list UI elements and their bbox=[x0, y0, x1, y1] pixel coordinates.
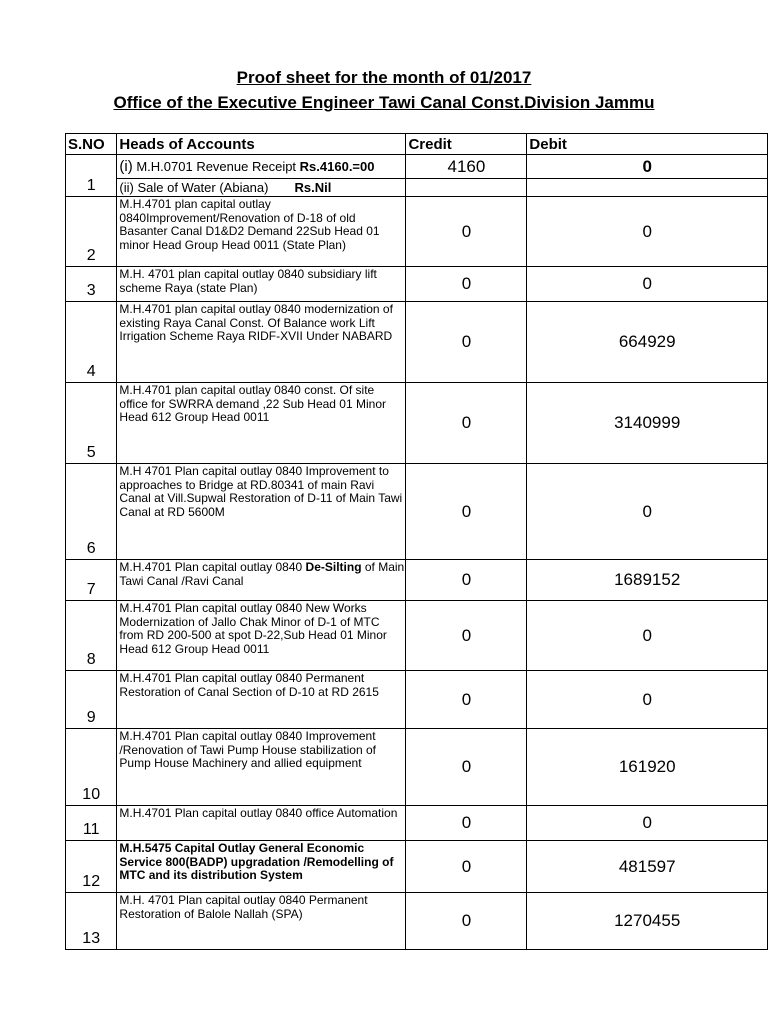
head-cell: M.H.4701 plan capital outlay 0840 const. Of site office for SWRRA demand ,22 Sub Head 01 Minor Head 612 Group Head 0011 bbox=[117, 383, 406, 464]
debit-cell: 0 bbox=[527, 267, 768, 302]
accounts-table bbox=[65, 133, 768, 950]
credit-cell: 0 bbox=[406, 197, 527, 267]
col-credit: Credit bbox=[406, 134, 527, 155]
sno-cell: 2 bbox=[66, 197, 117, 267]
table-row bbox=[66, 267, 768, 302]
debit-cell: 3140999 bbox=[527, 383, 768, 464]
head-cell: M.H.4701 Plan capital outlay 0840 office Automation bbox=[117, 806, 406, 841]
table-row bbox=[66, 383, 768, 464]
sno-cell: 10 bbox=[66, 729, 117, 806]
credit-cell: 0 bbox=[406, 893, 527, 950]
sno-cell: 12 bbox=[66, 841, 117, 893]
table-row bbox=[66, 841, 768, 893]
credit-cell: 0 bbox=[406, 729, 527, 806]
page-title: Proof sheet for the month of 01/2017 bbox=[236, 68, 532, 87]
credit-cell-empty bbox=[406, 179, 527, 197]
head-cell: M.H.4701 Plan capital outlay 0840 Improvement /Renovation of Tawi Pump House stabilization of Pump House Machinery and allied equipment bbox=[117, 729, 406, 806]
header-row bbox=[66, 134, 768, 155]
debit-cell: 0 bbox=[527, 197, 768, 267]
table-row bbox=[66, 155, 768, 179]
sno-cell: 6 bbox=[66, 464, 117, 560]
sno-cell: 4 bbox=[66, 302, 117, 383]
table-row bbox=[66, 806, 768, 841]
table-row bbox=[66, 893, 768, 950]
credit-cell: 0 bbox=[406, 267, 527, 302]
head-cell: (i) M.H.0701 Revenue Receipt Rs.4160.=00 bbox=[117, 155, 406, 179]
head-cell: M.H.4701 Plan capital outlay 0840 De-Silting of Main Tawi Canal /Ravi Canal bbox=[117, 560, 406, 601]
table-row bbox=[66, 302, 768, 383]
table-row bbox=[66, 560, 768, 601]
debit-cell-empty bbox=[527, 179, 768, 197]
head-cell: M.H.4701 Plan capital outlay 0840 New Works Modernization of Jallo Chak Minor of D-1 of MTC from RD 200-500 at spot D-22,Sub Head 01 Minor Head 612 Group Head 0011 bbox=[117, 601, 406, 671]
debit-cell: 1689152 bbox=[527, 560, 768, 601]
debit-cell: 0 bbox=[527, 155, 768, 179]
head-cell: M.H.4701 plan capital outlay 0840Improvement/Renovation of D-18 of old Basanter Canal D1&D2 Demand 22Sub Head 01 minor Head Group Head 0011 (State Plan) bbox=[117, 197, 406, 267]
credit-cell: 0 bbox=[406, 383, 527, 464]
debit-cell: 0 bbox=[527, 601, 768, 671]
debit-cell: 481597 bbox=[527, 841, 768, 893]
debit-cell: 0 bbox=[527, 464, 768, 560]
head-cell: M.H. 4701 plan capital outlay 0840 subsidiary lift scheme Raya (state Plan) bbox=[117, 267, 406, 302]
credit-cell: 0 bbox=[406, 841, 527, 893]
head-cell: M.H.5475 Capital Outlay General Economic Service 800(BADP) upgradation /Remodelling of MTC and its distribution System bbox=[117, 841, 406, 893]
credit-cell: 0 bbox=[406, 464, 527, 560]
head-cell: (ii) Sale of Water (Abiana) Rs.Nil bbox=[117, 179, 406, 197]
table-row bbox=[66, 197, 768, 267]
debit-cell: 0 bbox=[527, 806, 768, 841]
credit-cell: 0 bbox=[406, 601, 527, 671]
debit-cell: 664929 bbox=[527, 302, 768, 383]
credit-cell: 0 bbox=[406, 671, 527, 729]
head-cell: M.H.4701 plan capital outlay 0840 modernization of existing Raya Canal Const. Of Balance work Lift Irrigation Scheme Raya RIDF-XVII Under NABARD bbox=[117, 302, 406, 383]
table-row bbox=[66, 729, 768, 806]
sno-cell: 5 bbox=[66, 383, 117, 464]
table-row bbox=[66, 464, 768, 560]
page-subtitle: Office of the Executive Engineer Tawi Canal Const.Division Jammu bbox=[113, 93, 655, 112]
sno-cell: 7 bbox=[66, 560, 117, 601]
col-debit: Debit bbox=[527, 134, 768, 155]
col-heads: Heads of Accounts bbox=[117, 134, 406, 155]
debit-cell: 1270455 bbox=[527, 893, 768, 950]
debit-cell: 0 bbox=[527, 671, 768, 729]
sno-cell: 3 bbox=[66, 267, 117, 302]
credit-cell: 0 bbox=[406, 560, 527, 601]
credit-cell: 0 bbox=[406, 806, 527, 841]
credit-cell: 4160 bbox=[406, 155, 527, 179]
col-sno: S.NO bbox=[66, 134, 117, 155]
head-cell: M.H 4701 Plan capital outlay 0840 Improvement to approaches to Bridge at RD.80341 of main Ravi Canal at Vill.Supwal Restoration of D-11 of Main Tawi Canal at RD 5600M bbox=[117, 464, 406, 560]
table-row bbox=[66, 671, 768, 729]
sno-cell: 8 bbox=[66, 601, 117, 671]
sno-cell: 1 bbox=[66, 155, 117, 197]
table-row bbox=[66, 601, 768, 671]
table-row bbox=[66, 179, 768, 197]
sno-cell: 9 bbox=[66, 671, 117, 729]
head-cell: M.H. 4701 Plan capital outlay 0840 Permanent Restoration of Balole Nallah (SPA) bbox=[117, 893, 406, 950]
head-cell: M.H.4701 Plan capital outlay 0840 Permanent Restoration of Canal Section of D-10 at RD 2615 bbox=[117, 671, 406, 729]
sno-cell: 13 bbox=[66, 893, 117, 950]
debit-cell: 161920 bbox=[527, 729, 768, 806]
head-prefix: (i) bbox=[119, 157, 133, 175]
credit-cell: 0 bbox=[406, 302, 527, 383]
sno-cell: 11 bbox=[66, 806, 117, 841]
